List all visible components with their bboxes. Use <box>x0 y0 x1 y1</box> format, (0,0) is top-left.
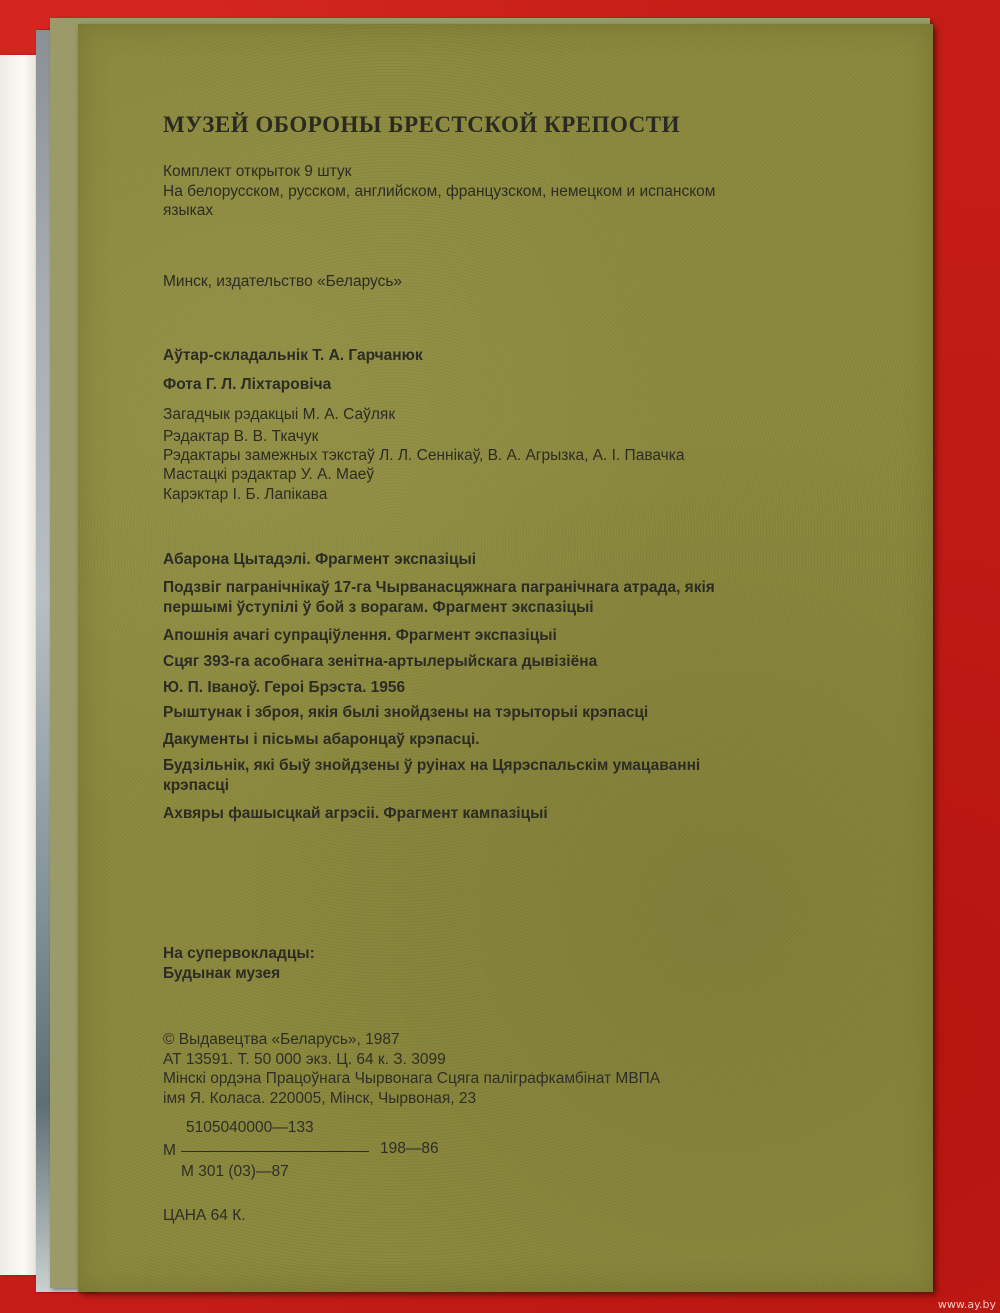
author-credit: Аўтар-складальнік Т. А. Гарчанюк <box>163 347 423 364</box>
art-editor-credit: Мастацкі рэдактар У. А. Маеў <box>163 466 375 483</box>
museum-title: МУЗЕЙ ОБОРОНЫ БРЕСТСКОЙ КРЕПОСТИ <box>163 112 681 137</box>
set-count: Комплект открыток 9 штук <box>163 163 352 180</box>
site-watermark: www.ay.by <box>937 1298 996 1311</box>
fraction-bar <box>181 1151 369 1152</box>
white-folder-edge <box>0 55 40 1275</box>
contents-item-6: Рыштунак і зброя, якія былі знойдзены на тэрыторыі крэпасці <box>163 704 649 721</box>
languages-line-2: языках <box>163 202 214 219</box>
contents-item-1: Абарона Цытадэлі. Фрагмент экспазіцыі <box>163 551 477 568</box>
contents-item-3: Апошнія ачагі супраціўлення. Фрагмент экспазіцыі <box>163 627 557 644</box>
contents-item-8a: Будзільнік, які быў знойдзены ў руінах на Цярэспальскім умацаванні <box>163 757 701 774</box>
codes-line: АТ 13591. Т. 50 000 экз. Ц. 64 к. З. 3099 <box>163 1051 446 1068</box>
cover-value: Будынак музея <box>163 965 281 982</box>
contents-item-5: Ю. П. Іваноў. Героі Брэста. 1956 <box>163 679 406 696</box>
cover-label: На супервокладцы: <box>163 945 315 962</box>
contents-item-9: Ахвяры фашысцкай агрэсіі. Фрагмент кампазіцыі <box>163 805 548 822</box>
corrector-credit: Карэктар І. Б. Лапікава <box>163 486 328 503</box>
head-editor-credit: Загадчык рэдакцыі М. А. Саўляк <box>163 406 396 423</box>
price: ЦАНА 64 К. <box>163 1207 246 1224</box>
printer-line-1: Мінскі ордэна Працоўнага Чырвонага Сцяга паліграфкамбінат МВПА <box>163 1070 661 1087</box>
foreign-editors-credit: Рэдактары замежных тэкстаў Л. Л. Сеннікаў, В. А. Агрызка, А. І. Павачка <box>163 447 685 464</box>
photo-credit: Фота Г. Л. Ліхтаровіча <box>163 376 332 393</box>
contents-item-2a: Подзвіг пагранічнікаў 17-га Чырванасцяжнага пагранічнага атрада, якія <box>163 579 715 596</box>
fraction-denominator: М 301 (03)—87 <box>181 1163 289 1180</box>
editor-credit: Рэдактар В. В. Ткачук <box>163 428 319 445</box>
fraction-m: М <box>163 1142 176 1159</box>
contents-item-8b: крэпасці <box>163 777 230 794</box>
languages-line: На белорусском, русском, английском, французском, немецком и испанском <box>163 183 716 200</box>
contents-item-7: Дакументы і пісьмы абаронцаў крэпасці. <box>163 731 480 748</box>
fraction-right: 198—86 <box>380 1140 439 1157</box>
contents-item-4: Сцяг 393-га асобнага зенітна-артылерыйскага дывізіёна <box>163 653 598 670</box>
copyright-line: © Выдавецтва «Беларусь», 1987 <box>163 1031 400 1048</box>
contents-item-2b: першымі ўступілі ў бой з ворагам. Фрагмент экспазіцыі <box>163 599 594 616</box>
publisher: Минск, издательство «Беларусь» <box>163 273 403 290</box>
fraction-numerator: 5105040000—133 <box>186 1119 314 1136</box>
printer-line-2: імя Я. Коласа. 220005, Мінск, Чырвоная, 23 <box>163 1090 477 1107</box>
